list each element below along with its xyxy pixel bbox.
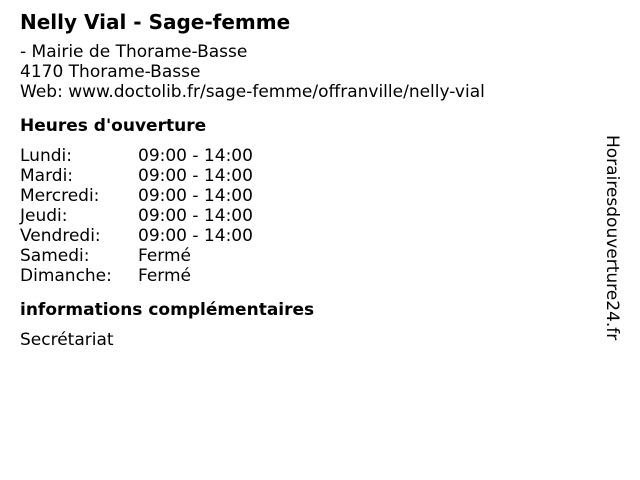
additional-info-heading: informations complémentaires (20, 300, 315, 320)
hours-row-friday (20, 226, 600, 246)
day-hours: 09:00 - 14:00 (138, 186, 253, 206)
opening-hours-table (20, 146, 600, 286)
address-line-1: - Mairie de Thorame-Basse (20, 42, 248, 62)
day-label: Jeudi: (20, 206, 68, 226)
day-hours: 09:00 - 14:00 (138, 206, 253, 226)
hours-row-tuesday (20, 166, 600, 186)
day-label: Lundi: (20, 146, 72, 166)
day-hours: Fermé (138, 266, 192, 286)
day-hours: 09:00 - 14:00 (138, 166, 253, 186)
day-label: Vendredi: (20, 226, 101, 246)
site-watermark: Horairesdouverture24.fr (602, 135, 622, 341)
hours-row-monday (20, 146, 600, 166)
day-label: Mardi: (20, 166, 74, 186)
page-title: Nelly Vial - Sage-femme (20, 10, 291, 34)
additional-info-text: Secrétariat (20, 330, 114, 350)
day-hours: 09:00 - 14:00 (138, 226, 253, 246)
hours-row-thursday (20, 206, 600, 226)
day-label: Samedi: (20, 246, 90, 266)
day-label: Mercredi: (20, 186, 100, 206)
address-line-2: 4170 Thorame-Basse (20, 62, 201, 82)
listing-card (20, 10, 600, 350)
opening-hours-heading: Heures d'ouverture (20, 116, 207, 136)
day-label: Dimanche: (20, 266, 112, 286)
website-line[interactable]: Web: www.doctolib.fr/sage-femme/offranville/nelly-vial (20, 82, 485, 102)
hours-row-wednesday (20, 186, 600, 206)
hours-row-saturday (20, 246, 600, 266)
day-hours: Fermé (138, 246, 192, 266)
day-hours: 09:00 - 14:00 (138, 146, 253, 166)
hours-row-sunday (20, 266, 600, 286)
